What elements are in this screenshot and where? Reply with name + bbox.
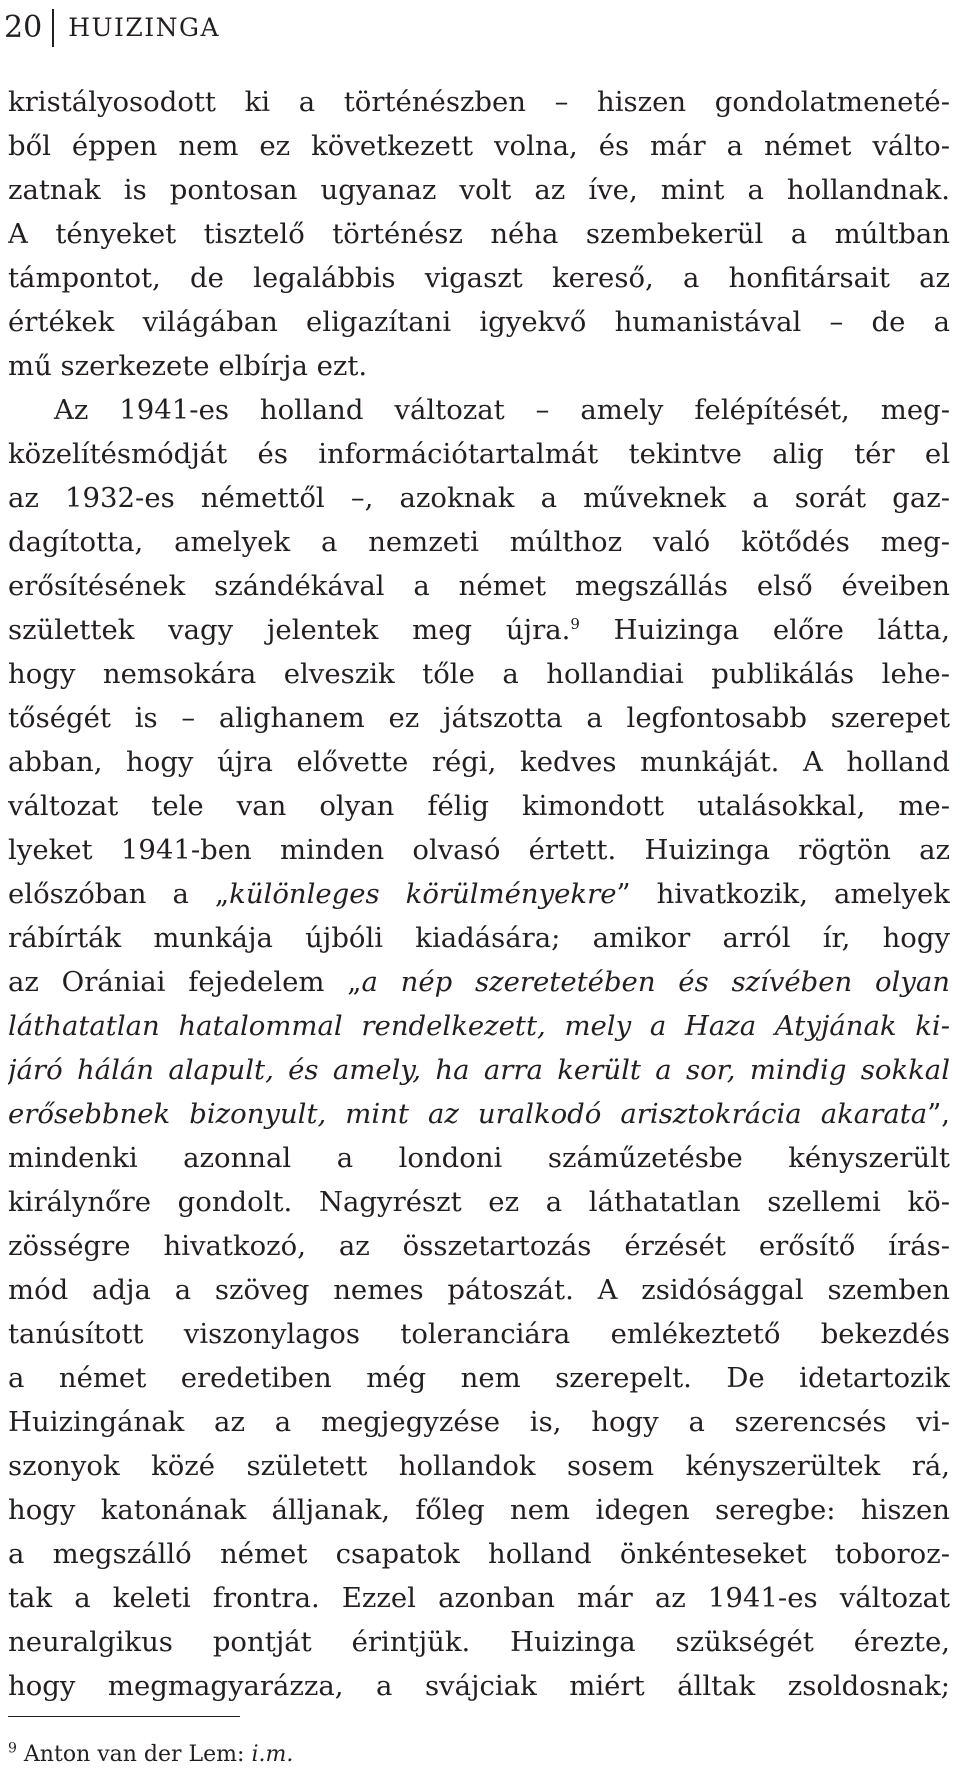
text-segment: mindenki azonnal a londoni száműzetésbe kényszerült <box>8 1142 950 1174</box>
text-line <box>8 1400 950 1444</box>
text-line <box>8 432 950 476</box>
text-segment: ből éppen nem ez következett volna, és már a német válto- <box>8 130 950 162</box>
text-segment: Az 1941-es holland változat – amely felépítését, meg- <box>54 394 950 426</box>
text-segment: Huizingának az a megjegyzése is, hogy a szerencsés vi- <box>8 1406 950 1438</box>
text-segment: a megszálló német csapatok holland önkénteseket toboroz- <box>8 1538 950 1570</box>
text-segment: királynőre gondolt. Nagyrészt ez a láthatatlan szellemi kö- <box>8 1186 950 1218</box>
text-line <box>8 564 950 608</box>
text-line <box>8 1092 950 1136</box>
footnote-divider <box>8 1716 240 1717</box>
text-segment: születtek vagy jelentek meg újra. <box>8 614 571 646</box>
text-line <box>8 1532 950 1576</box>
footnote-text: Anton van der Lem: <box>23 1742 252 1767</box>
text-segment: mód adja a szöveg nemes pátoszát. A zsidósággal szemben <box>8 1274 950 1306</box>
text-line <box>8 872 950 916</box>
text-segment: támpontot, de legalábbis vigaszt kereső, a honfitársait az <box>8 262 950 294</box>
text-line <box>8 916 950 960</box>
text-line <box>8 1004 950 1048</box>
text-segment: Huizinga előre látta, <box>579 614 950 646</box>
text-line <box>8 1312 950 1356</box>
text-line <box>8 1444 950 1488</box>
text-segment: tak a keleti frontra. Ezzel azonban már az 1941-es változat <box>8 1582 950 1614</box>
text-line <box>8 212 950 256</box>
text-segment: dagította, amelyek a nemzeti múlthoz való kötődés meg- <box>8 526 950 558</box>
text-line <box>8 652 950 696</box>
text-line <box>8 784 950 828</box>
text-line <box>8 1268 950 1312</box>
text-line <box>8 124 950 168</box>
text-segment: változat tele van olyan félig kimondott utalásokkal, me- <box>8 790 950 822</box>
text-segment: A tényeket tisztelő történész néha szembekerül a múltban <box>8 218 950 250</box>
text-line <box>8 1048 950 1092</box>
text-line <box>8 168 950 212</box>
text-line <box>8 1224 950 1268</box>
text-segment: neuralgikus pontját érintjük. Huizinga szükségét érezte, <box>8 1626 950 1658</box>
text-line <box>8 696 950 740</box>
italic-text: különleges körülményekre <box>229 878 617 910</box>
running-head: HUIZINGA <box>68 13 221 42</box>
text-line <box>8 520 950 564</box>
text-segment: hogy katonának álljanak, főleg nem idegen seregbe: hiszen <box>8 1494 950 1526</box>
body-text <box>8 80 950 1708</box>
text-segment: hogy nemsokára elveszik tőle a hollandiai publikálás lehe- <box>8 658 950 690</box>
text-line <box>8 1620 950 1664</box>
text-line <box>8 740 950 784</box>
text-segment: zösségre hivatkozó, az összetartozás érzését erősítő írás- <box>8 1230 950 1262</box>
text-segment: ” hivatkozik, amelyek <box>616 878 950 910</box>
text-line <box>8 1576 950 1620</box>
text-line <box>8 608 950 652</box>
text-segment: tőségét is – alighanem ez játszotta a legfontosabb szerepet <box>8 702 950 734</box>
text-segment: abban, hogy újra elővette régi, kedves munkáját. A holland <box>8 746 950 778</box>
text-line <box>8 1136 950 1180</box>
text-segment: előszóban a „ <box>8 878 230 910</box>
text-segment: kristályosodott ki a történészben – hiszen gondolatmeneté- <box>8 86 950 118</box>
header-divider <box>52 9 54 47</box>
text-line <box>8 1664 950 1708</box>
text-line <box>8 828 950 872</box>
text-line <box>8 344 950 388</box>
footnote-reference: 9 <box>570 614 580 633</box>
text-line <box>8 256 950 300</box>
text-segment: a német eredetiben még nem szerepelt. De idetartozik <box>8 1362 950 1394</box>
text-segment: szonyok közé született hollandok sosem kényszerültek rá, <box>8 1450 950 1482</box>
text-segment: erősítésének szándékával a német megszállás első éveiben <box>8 570 950 602</box>
page-header <box>4 2 220 54</box>
text-line <box>8 300 950 344</box>
text-segment: tanúsított viszonylagos toleranciára emlékeztető bekezdés <box>8 1318 950 1350</box>
italic-text: járó hálán alapult, és amely, ha arra került a sor, mindig sokkal <box>8 1054 950 1086</box>
italic-text: erősebbnek bizonyult, mint az uralkodó arisztokrácia akarata <box>8 1098 928 1130</box>
text-segment: értékek világában eligazítani igyekvő humanistával – de a <box>8 306 950 338</box>
text-segment: hogy megmagyarázza, a svájciak miért álltak zsoldosnak; <box>8 1670 950 1702</box>
text-segment: az 1932-es némettől –, azoknak a műveknek a sorát gaz- <box>8 482 950 514</box>
text-segment: zatnak is pontosan ugyanaz volt az íve, mint a hollandnak. <box>8 174 950 206</box>
footnote <box>8 1738 293 1772</box>
text-line <box>8 1488 950 1532</box>
text-segment: ”, <box>927 1098 950 1130</box>
page-number: 20 <box>4 10 43 45</box>
text-line <box>8 960 950 1004</box>
text-segment: mű szerkezete elbírja ezt. <box>8 350 368 382</box>
text-segment: rábírták munkája újbóli kiadására; amikor arról ír, hogy <box>8 922 950 954</box>
text-line <box>8 80 950 124</box>
italic-text: a nép szeretetében és szívében olyan <box>361 966 950 998</box>
text-line <box>8 388 950 432</box>
text-line <box>8 1180 950 1224</box>
text-segment: lyeket 1941-ben minden olvasó értett. Huizinga rögtön az <box>8 834 950 866</box>
italic-text: láthatatlan hatalommal rendelkezett, mely a Haza Atyjának ki- <box>8 1010 950 1042</box>
text-line <box>8 476 950 520</box>
text-line <box>8 1356 950 1400</box>
footnote-italic-text: i.m. <box>251 1742 294 1767</box>
footnote-number: 9 <box>8 1740 17 1757</box>
text-segment: közelítésmódját és információtartalmát tekintve alig tér el <box>8 438 950 470</box>
text-segment: az Orániai fejedelem „ <box>8 966 362 998</box>
